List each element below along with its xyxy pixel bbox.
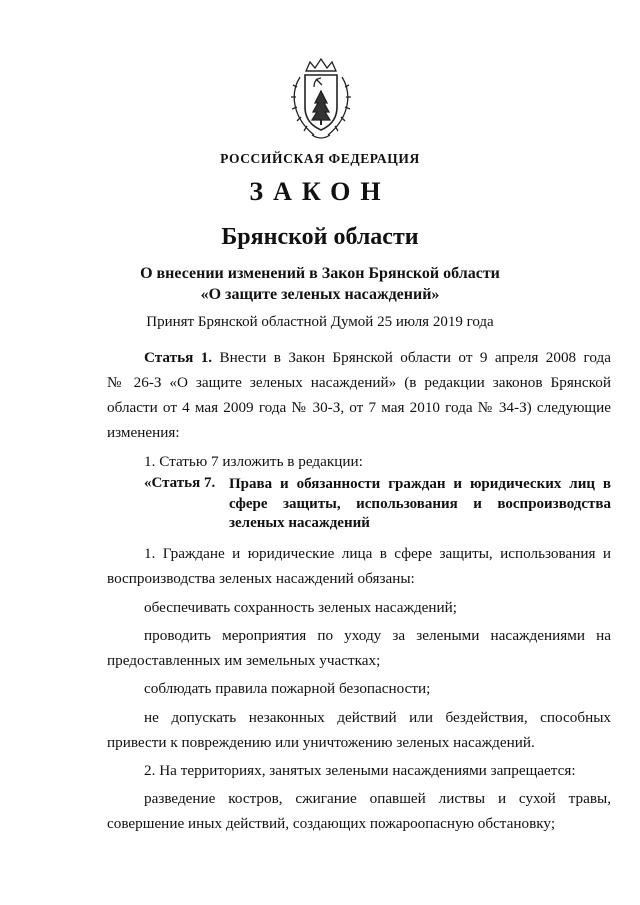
- article7-paragraph-line: 1. Граждане и юридические лица в сфере защиты, использования и: [144, 545, 611, 562]
- article1-paragraph-line: изменения:: [107, 424, 180, 441]
- law-title: [0, 263, 640, 305]
- article7-title-line: сфере защиты, использования и воспроизводства: [229, 495, 611, 512]
- article7-paragraph-line: проводить мероприятия по уходу за зелеными насаждениями на: [144, 627, 611, 644]
- article7-paragraph-line: предоставленных им земельных участках;: [107, 652, 381, 669]
- article1-paragraph-line: области от 4 мая 2009 года № 30-З, от 7 мая 2010 года № 34-З) следующие: [107, 399, 611, 416]
- article7-paragraph-line: воспроизводства зеленых насаждений обязаны:: [107, 570, 415, 587]
- article7-paragraph-line: привести к повреждению или уничтожению зеленых насаждений.: [107, 734, 535, 751]
- law-title-line: О внесении изменений в Закон Брянской области: [140, 265, 500, 282]
- article7-paragraph-line: совершение иных действий, создающих пожароопасную обстановку;: [107, 815, 556, 832]
- adoption-line: Принят Брянской областной Думой 25 июля 2019 года: [146, 314, 494, 330]
- article7-title: [229, 475, 611, 534]
- article7-paragraph-line: обеспечивать сохранность зеленых насаждений;: [144, 599, 458, 616]
- article7-title-line: зеленых насаждений: [229, 515, 370, 531]
- article7-paragraph-line: соблюдать правила пожарной безопасности;: [144, 680, 431, 697]
- article1-paragraph-line: [107, 346, 611, 369]
- article7-paragraph-line: разведение костров, сжигание опавшей листвы и сухой травы,: [144, 790, 611, 807]
- coat-of-arms-icon: [286, 57, 356, 143]
- article7-title-line: Права и обязанности граждан и юридических лиц в: [229, 476, 611, 492]
- article7-paragraph-line: 2. На территориях, занятых зелеными насаждениями запрещается:: [144, 762, 576, 779]
- law-heading: ЗАКОН: [249, 177, 391, 206]
- article1-point1: 1. Статью 7 изложить в редакции:: [144, 453, 363, 470]
- federation-heading: РОССИЙСКАЯ ФЕДЕРАЦИЯ: [220, 151, 420, 166]
- law-title-line: «О защите зеленых насаждений»: [200, 286, 440, 303]
- article7-label: «Статья 7.: [144, 475, 216, 491]
- article7-paragraph-line: не допускать незаконных действий или бездействия, способных: [144, 709, 611, 726]
- article1-label: Статья 1.: [144, 349, 213, 366]
- region-heading: Брянской области: [221, 224, 419, 250]
- article1-text: Внести в Закон Брянской области от 9 апреля 2008 года: [219, 349, 612, 366]
- article1-paragraph-line: № 26-З «О защите зеленых насаждений» (в редакции законов Брянской: [107, 374, 611, 391]
